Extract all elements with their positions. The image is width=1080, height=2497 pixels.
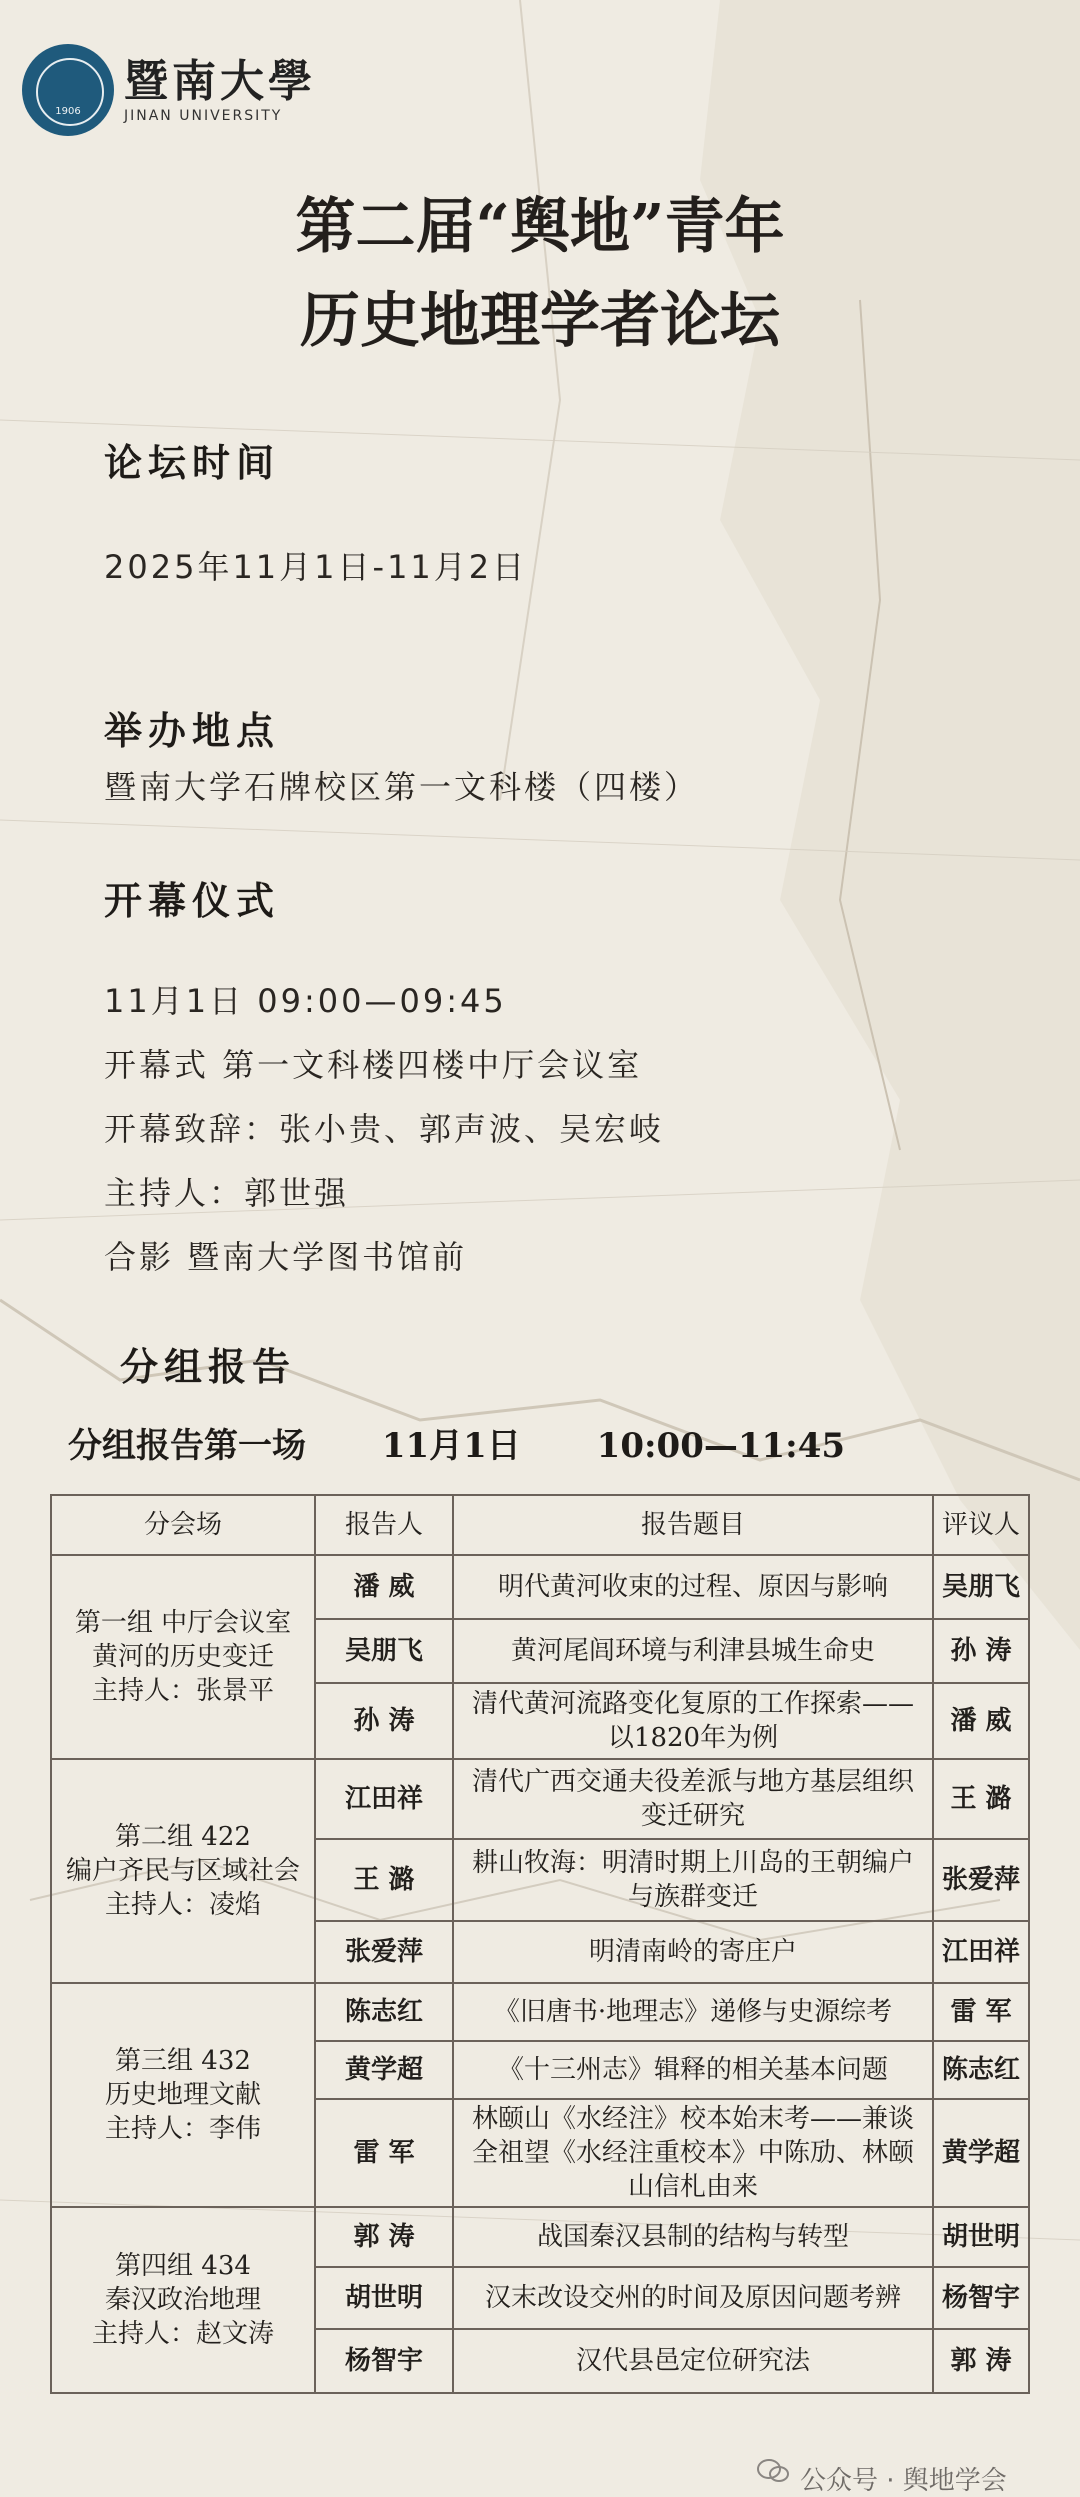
university-name-en: JINAN UNIVERSITY <box>124 108 283 124</box>
reporter-cell: 郭 涛 <box>315 2207 453 2267</box>
topic-cell: 黄河尾闾环境与利津县城生命史 <box>453 1619 933 1683</box>
topic-cell: 汉末改设交州的时间及原因问题考辨 <box>453 2267 933 2329</box>
group-venue: 第二组 422 <box>115 1822 251 1852</box>
reporter-cell: 胡世明 <box>315 2267 453 2329</box>
university-name-cn: 暨南大學 <box>124 56 316 107</box>
reporter-cell: 张爱萍 <box>315 1921 453 1983</box>
group-venue: 第三组 432 <box>115 2046 251 2076</box>
university-seal-icon <box>22 44 114 136</box>
wechat-icon <box>756 2458 790 2484</box>
column-header: 分会场 <box>51 1495 315 1555</box>
group-theme: 秦汉政治地理 <box>104 2285 261 2315</box>
session-date: 11月1日 <box>381 1426 521 1466</box>
group-host: 主持人：赵文涛 <box>91 2319 274 2349</box>
opening-line: 11月1日 09:00—09:45 <box>104 982 507 1020</box>
opening-line: 主持人：郭世强 <box>104 1174 350 1212</box>
title-line-1: 第二届“舆地”青年 <box>295 192 785 262</box>
group-theme: 历史地理文献 <box>104 2080 261 2110</box>
section-heading-opening: 开幕仪式 <box>104 878 281 923</box>
section-heading-reports: 分组报告 <box>120 1344 297 1389</box>
opening-line: 开幕式 第一文科楼四楼中厅会议室 <box>104 1046 643 1084</box>
commenter-cell: 雷 军 <box>933 1983 1029 2041</box>
section-heading-time: 论坛时间 <box>104 440 281 485</box>
column-header: 评议人 <box>933 1495 1029 1555</box>
group-cell <box>51 1759 315 1983</box>
reporter-cell: 吴朋飞 <box>315 1619 453 1683</box>
topic-cell: 汉代县邑定位研究法 <box>453 2329 933 2393</box>
commenter-cell: 吴朋飞 <box>933 1555 1029 1619</box>
topic-cell: 耕山牧海：明清时期上川岛的王朝编户与族群变迁 <box>453 1839 933 1921</box>
section-heading-venue: 举办地点 <box>104 708 281 753</box>
commenter-cell: 江田祥 <box>933 1921 1029 1983</box>
reporter-cell: 黄学超 <box>315 2041 453 2099</box>
reporter-cell: 杨智宇 <box>315 2329 453 2393</box>
group-cell <box>51 2207 315 2393</box>
table-row <box>51 2207 1029 2267</box>
session-time: 10:00—11:45 <box>596 1426 846 1466</box>
column-header: 报告题目 <box>453 1495 933 1555</box>
table-row <box>51 1555 1029 1619</box>
group-host: 主持人：凌焰 <box>104 1890 261 1920</box>
schedule-table <box>50 1494 1030 2394</box>
forum-time: 2025年11月1日-11月2日 <box>104 548 528 586</box>
group-theme: 编户齐民与区域社会 <box>65 1856 300 1886</box>
reporter-cell: 陈志红 <box>315 1983 453 2041</box>
group-venue: 第一组 中厅会议室 <box>74 1608 292 1638</box>
table-header-row <box>51 1495 1029 1555</box>
commenter-cell: 张爱萍 <box>933 1839 1029 1921</box>
group-host: 主持人：张景平 <box>91 1676 274 1706</box>
seal-year: 1906 <box>55 106 81 117</box>
commenter-cell: 潘 威 <box>933 1683 1029 1759</box>
forum-venue: 暨南大学石牌校区第一文科楼（四楼） <box>104 768 700 806</box>
commenter-cell: 郭 涛 <box>933 2329 1029 2393</box>
group-cell <box>51 1983 315 2207</box>
group-host: 主持人：李伟 <box>104 2114 261 2144</box>
reporter-cell: 孙 涛 <box>315 1683 453 1759</box>
session-header <box>68 1418 909 1467</box>
commenter-cell: 孙 涛 <box>933 1619 1029 1683</box>
topic-cell: 清代黄河流路变化复原的工作探索——以1820年为例 <box>453 1683 933 1759</box>
group-theme: 黄河的历史变迁 <box>91 1642 274 1672</box>
forum-title <box>0 180 1080 368</box>
commenter-cell: 王 潞 <box>933 1759 1029 1839</box>
group-cell <box>51 1555 315 1759</box>
table-row <box>51 1983 1029 2041</box>
table-row <box>51 1759 1029 1839</box>
topic-cell: 清代广西交通夫役差派与地方基层组织变迁研究 <box>453 1759 933 1839</box>
session-name: 分组报告第一场 <box>68 1426 306 1466</box>
reporter-cell: 江田祥 <box>315 1759 453 1839</box>
reporter-cell: 雷 军 <box>315 2099 453 2207</box>
topic-cell: 林颐山《水经注》校本始末考——兼谈全祖望《水经注重校本》中陈劢、林颐山信札由来 <box>453 2099 933 2207</box>
topic-cell: 明代黄河收束的过程、原因与影响 <box>453 1555 933 1619</box>
column-header: 报告人 <box>315 1495 453 1555</box>
watermark: 公众号 · 舆地学会 <box>800 2466 1007 2496</box>
university-logo <box>22 44 316 136</box>
commenter-cell: 黄学超 <box>933 2099 1029 2207</box>
commenter-cell: 杨智宇 <box>933 2267 1029 2329</box>
topic-cell: 《旧唐书·地理志》递修与史源综考 <box>453 1983 933 2041</box>
topic-cell: 明清南岭的寄庄户 <box>453 1921 933 1983</box>
opening-line: 合影 暨南大学图书馆前 <box>104 1238 468 1276</box>
commenter-cell: 胡世明 <box>933 2207 1029 2267</box>
opening-line: 开幕致辞：张小贵、郭声波、吴宏岐 <box>104 1110 665 1148</box>
reporter-cell: 王 潞 <box>315 1839 453 1921</box>
commenter-cell: 陈志红 <box>933 2041 1029 2099</box>
title-line-2: 历史地理学者论坛 <box>300 286 780 356</box>
group-venue: 第四组 434 <box>115 2251 251 2281</box>
topic-cell: 战国秦汉县制的结构与转型 <box>453 2207 933 2267</box>
reporter-cell: 潘 威 <box>315 1555 453 1619</box>
topic-cell: 《十三州志》辑释的相关基本问题 <box>453 2041 933 2099</box>
